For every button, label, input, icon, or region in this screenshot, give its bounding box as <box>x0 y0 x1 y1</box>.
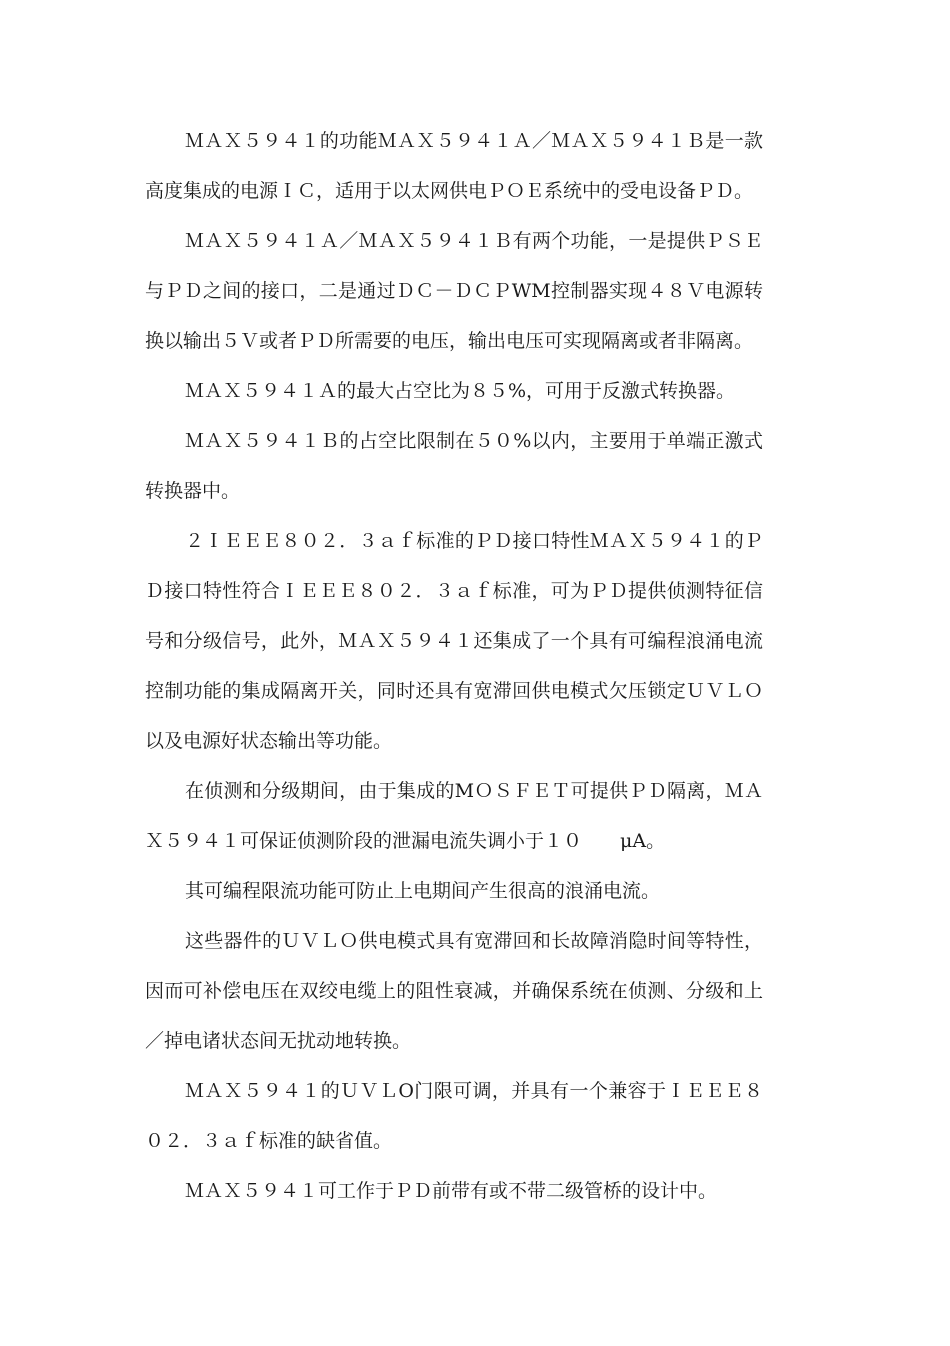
paragraph-8: 这些器件的ＵＶＬＯ供电模式具有宽滞回和长故障消隐时间等特性，因而可补偿电压在双绞电缆上的阻性衰减，并确保系统在侦测、分级和上／掉电诸状态间无扰动地转换。 <box>145 930 763 1052</box>
paragraph-4: ＭＡＸ５９４１Ｂ的占空比限制在５０%以内，主要用于单端正激式转换器中。 <box>145 430 763 502</box>
paragraph-10: ＭＡＸ５９４１可工作于ＰＤ前带有或不带二级管桥的设计中。 <box>185 1180 718 1202</box>
paragraph-7: 其可编程限流功能可防止上电期间产生很高的浪涌电流。 <box>185 880 661 902</box>
paragraph-2: ＭＡＸ５９４１Ａ／ＭＡＸ５９４１Ｂ有两个功能，一是提供ＰＳＥ与ＰＤ之间的接口，二是通过ＤＣ－ＤＣＰWM控制器实现４８Ｖ电源转换以输出５Ｖ或者ＰＤ所需要的电压，输出电压可实现隔离或者非隔离。 <box>145 230 763 352</box>
document-body <box>145 116 763 1216</box>
paragraph-1: ＭＡＸ５９４１的功能ＭＡＸ５９４１Ａ／ＭＡＸ５９４１Ｂ是一款高度集成的电源ＩＣ，适用于以太网供电ＰＯＥ系统中的受电设备ＰＤ。 <box>145 130 763 202</box>
paragraph-9: ＭＡＸ５９４１的ＵＶＬO门限可调，并具有一个兼容于ＩＥＥＥ８０２．３ａｆ标准的缺省值。 <box>145 1080 763 1152</box>
paragraph-6: 在侦测和分级期间，由于集成的MＯＳＦＥＴ可提供ＰＤ隔离，ＭＡＸ５９４１可保证侦测阶段的泄漏电流失调小于１０ μA。 <box>145 780 763 852</box>
paragraph-3: ＭＡＸ５９４１Ａ的最大占空比为８５%，可用于反激式转换器。 <box>185 380 736 402</box>
paragraph-5: ２ＩＥＥＥ８０２．３ａｆ标准的ＰＤ接口特性ＭＡＸ５９４１的ＰＤ接口特性符合ＩＥＥＥ８０２．３ａｆ标准，可为ＰＤ提供侦测特征信号和分级信号，此外，ＭＡＸ５９４１还集成了一个具有可编程浪涌电流控制功能的集成隔离开关，同时还具有宽滞回供电模式欠压锁定ＵＶＬＯ以及电源好状态输出等功能。 <box>145 530 763 752</box>
